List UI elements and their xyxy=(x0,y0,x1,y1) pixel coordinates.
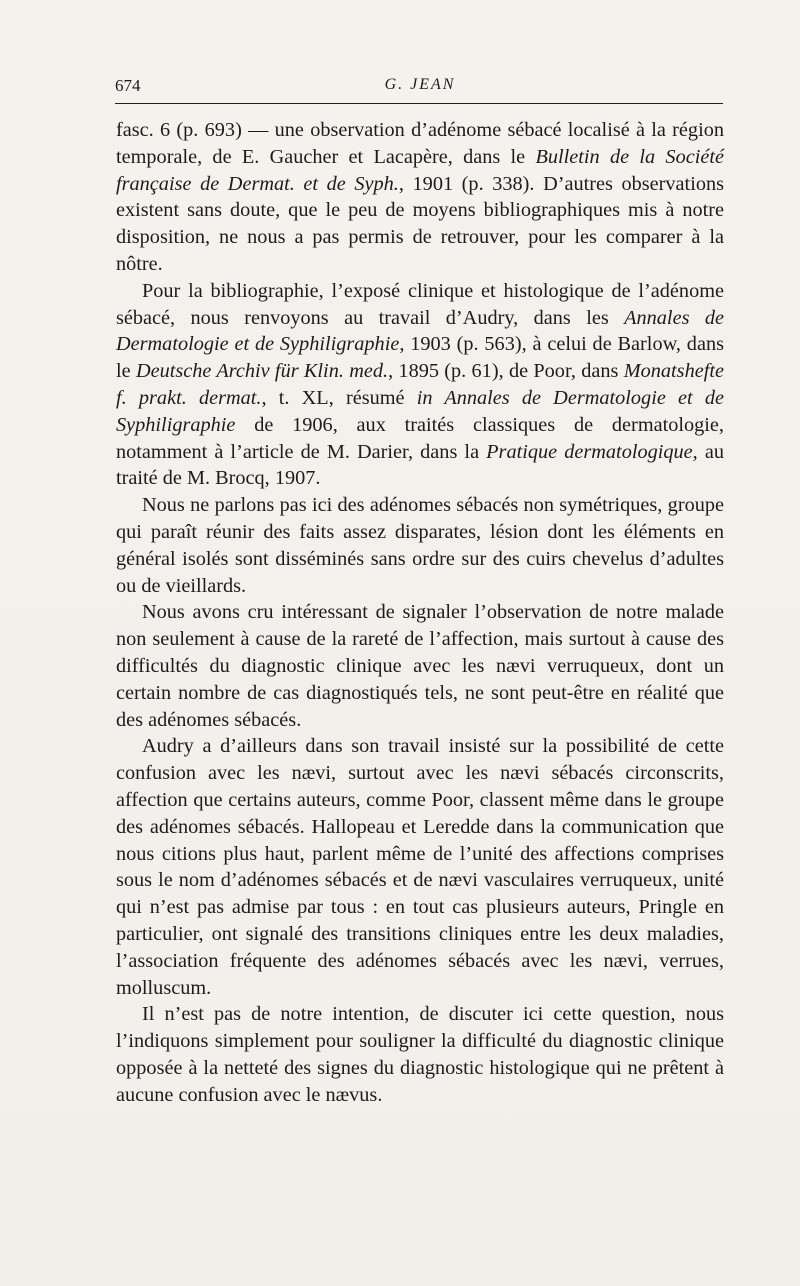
paragraph-4: Nous avons cru intéressant de signaler l’observation de notre malade non seulement à cause de la rareté de l’affection, mais surtout à cause des difficultés du diagnostic clinique avec les nævi verruqueux, dont un certain nombre de cas diagnostiqués tels, ne sont peut-être en réalité que des adénomes sébacés. xyxy=(116,601,724,731)
paragraph-3: Nous ne parlons pas ici des adénomes sébacés non symétriques, groupe qui paraît réunir des faits assez disparates, lésion dont les éléments en général isolés sont disséminés sans ordre sur des cuirs chevelus d’adultes ou de vieillards. xyxy=(116,494,724,597)
paragraph-2: Pour la bibliographie, l’exposé clinique et histologique de l’adénome sébacé, nous renvoyons au travail d’Audry, dans les Annales de Dermatologie et de Syphiligraphie, 1903 (p. 563), à celui de Barlow, dans le Deutsche Archiv für Klin. med., 1895 (p. 61), de Poor, dans Monatshefte f. prakt. dermat., t. XL, résumé in Annales de Dermatologie et de Syphiligraphie de 1906, aux traités classiques de dermatologie, notamment à l’article de M. Darier, dans la Pratique dermatologique, au traité de M. Brocq, 1907. xyxy=(116,279,724,490)
body-text xyxy=(116,117,724,1108)
page-header xyxy=(115,76,725,98)
paragraph-6: Il n’est pas de notre intention, de discuter ici cette question, nous l’indiquons simplement pour souligner la difficulté du diagnostic clinique opposée à la netteté des signes du diagnostic histologique qui ne prêtent à aucune confusion avec le nævus. xyxy=(116,1003,724,1106)
page-number: 674 xyxy=(115,76,141,95)
running-head: G. JEAN xyxy=(384,76,456,93)
paragraph-5: Audry a d’ailleurs dans son travail insisté sur la possibilité de cette confusion avec les nævi, surtout avec les nævi sébacés circonscrits, affection que certains auteurs, comme Poor, classent même dans le groupe des adénomes sébacés. Hallopeau et Leredde dans la communication que nous citions plus haut, parlent même de l’unité des affections comprises sous le nom d’adénomes sébacés et de nævi vasculaires verruqueux, unité qui n’est pas admise par tous : en tout cas plusieurs auteurs, Pringle en particulier, ont signalé des transitions cliniques entre les deux maladies, l’association fréquente des adénomes sébacés avec les nævi, verrues, molluscum. xyxy=(116,735,724,999)
paragraph-1: fasc. 6 (p. 693) — une observation d’adénome sébacé localisé à la région temporale, de E. Gaucher et Lacapère, dans le Bulletin de la Société française de Dermat. et de Syph., 1901 (p. 338). D’autres observations existent sans doute, que le peu de moyens bibliographiques mis à notre disposition, ne nous a pas permis de retrouver, pour les comparer à la nôtre. xyxy=(116,119,724,275)
header-rule xyxy=(115,103,723,104)
